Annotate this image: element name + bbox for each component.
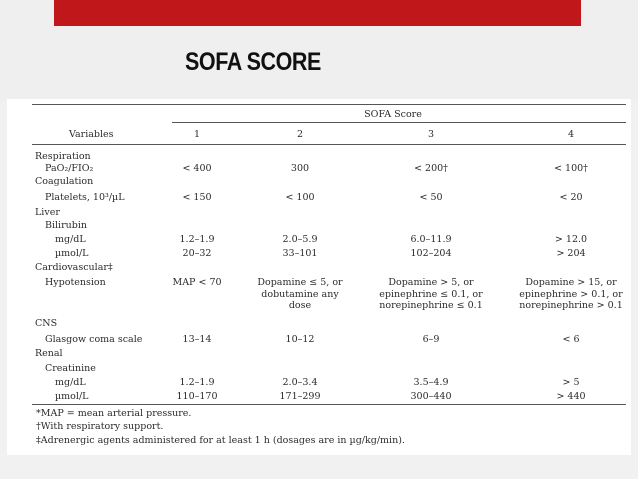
score-cell-line: Dopamine ≤ 5, or [257, 277, 343, 288]
score-cell-line: < 150 [182, 192, 212, 203]
score-cell [286, 334, 315, 346]
score-header-1: 1 [193, 129, 201, 140]
score-cell [183, 248, 212, 260]
score-header-3: 3 [427, 129, 435, 140]
footnote-map: *MAP = mean arterial pressure. [36, 408, 192, 419]
score-cell-line: < 100 [285, 192, 315, 203]
score-cell-line: 110–170 [176, 391, 218, 402]
group-header-rule [172, 122, 626, 123]
row-label: µmol/L [55, 391, 89, 402]
score-cell [556, 248, 585, 260]
footnote-respiratory: †With respiratory support. [36, 421, 164, 432]
score-cell-line: 20–32 [182, 248, 212, 259]
score-cell-line: > 12.0 [554, 234, 588, 245]
score-cell [379, 277, 483, 312]
score-cell-line: 1.2–1.9 [179, 377, 215, 388]
row-label: PaO₂/FIO₂ [45, 163, 94, 174]
score-cell [279, 391, 320, 403]
footnote-adrenergic: ‡Adrenergic agents administered for at least 1 h (dosages are in µg/kg/min). [36, 435, 405, 446]
score-cell-line: 3.5–4.9 [413, 377, 449, 388]
score-cell [172, 277, 221, 289]
score-cell [410, 234, 451, 246]
score-cell [183, 334, 212, 346]
score-cell-line: Dopamine > 5, or [388, 277, 474, 288]
score-cell-line: norepinephrine ≤ 0.1 [379, 300, 483, 311]
score-cell-line: 2.0–5.9 [282, 234, 318, 245]
score-cell-line: < 6 [562, 334, 580, 345]
header-bottom-rule [32, 144, 626, 145]
score-cell [555, 234, 587, 246]
score-cell-line: 1.2–1.9 [179, 234, 215, 245]
row-label: µmol/L [55, 248, 89, 259]
row-label: Renal [35, 348, 63, 359]
score-cell-line: > 5 [562, 377, 580, 388]
score-cell-line: MAP < 70 [172, 277, 222, 288]
row-label: Liver [35, 207, 60, 218]
score-cell-line: 171–299 [279, 391, 321, 402]
score-cell [419, 192, 442, 204]
score-cell-line: dose [288, 300, 312, 311]
score-cell-line: < 100† [554, 163, 588, 174]
score-cell [519, 277, 623, 312]
score-cell [562, 377, 579, 389]
score-cell [176, 391, 217, 403]
score-cell-line: 300–440 [410, 391, 452, 402]
score-cell-line: epinephrine > 0.1, or [519, 288, 623, 300]
row-label: Cardiovascular‡ [35, 262, 113, 273]
score-cell [180, 377, 215, 389]
score-cell [291, 163, 309, 175]
score-cell-line: Dopamine > 15, or [525, 277, 617, 288]
score-cell-line: epinephrine ≤ 0.1, or [379, 288, 483, 300]
table-top-rule [32, 104, 626, 105]
score-cell [410, 391, 451, 403]
score-cell [414, 163, 448, 175]
score-cell-line: 13–14 [182, 334, 212, 345]
score-cell [283, 377, 318, 389]
group-header: SOFA Score [364, 109, 422, 120]
slide-title: SOFA SCORE [185, 48, 321, 76]
row-label: Platelets, 10³/µL [45, 192, 125, 203]
score-header-4: 4 [567, 129, 575, 140]
score-header-2: 2 [296, 129, 304, 140]
score-cell [283, 248, 318, 260]
row-label: Hypotension [45, 277, 106, 288]
score-cell [554, 163, 588, 175]
score-cell [423, 334, 440, 346]
score-cell-line: < 200† [414, 163, 448, 174]
score-cell [414, 377, 449, 389]
score-cell-line: dobutamine any [261, 288, 339, 300]
score-cell-line: 102–204 [410, 248, 452, 259]
score-cell [182, 163, 211, 175]
row-label: Creatinine [45, 363, 96, 374]
score-cell [180, 234, 215, 246]
score-cell [559, 192, 582, 204]
score-cell-line: < 50 [419, 192, 443, 203]
score-cell-line: > 204 [556, 248, 586, 259]
row-label: mg/dL [55, 234, 86, 245]
score-cell-line: < 20 [559, 192, 583, 203]
row-label: mg/dL [55, 377, 86, 388]
score-cell-line: 10–12 [285, 334, 315, 345]
row-label: Bilirubin [45, 220, 87, 231]
table-bottom-rule [32, 404, 626, 405]
score-cell-line: < 400 [182, 163, 212, 174]
sofa-table-image [7, 99, 631, 455]
row-label: Respiration [35, 151, 91, 162]
score-cell-line: 2.0–3.4 [282, 377, 318, 388]
score-cell-line: 6.0–11.9 [410, 234, 452, 245]
score-cell [410, 248, 451, 260]
score-cell-line: 300 [290, 163, 310, 174]
score-cell-line: norepinephrine > 0.1 [519, 300, 623, 311]
row-label: Glasgow coma scale [45, 334, 143, 345]
accent-bar [54, 0, 581, 26]
score-cell-line: 6–9 [422, 334, 440, 345]
score-cell-line: > 440 [556, 391, 586, 402]
score-cell-line: 33–101 [282, 248, 318, 259]
score-cell [285, 192, 314, 204]
score-cell [562, 334, 579, 346]
score-cell [182, 192, 211, 204]
score-cell [257, 277, 342, 312]
variables-header: Variables [69, 129, 114, 140]
row-label: CNS [35, 318, 58, 329]
row-label: Coagulation [35, 176, 94, 187]
score-cell [556, 391, 585, 403]
score-cell [283, 234, 318, 246]
